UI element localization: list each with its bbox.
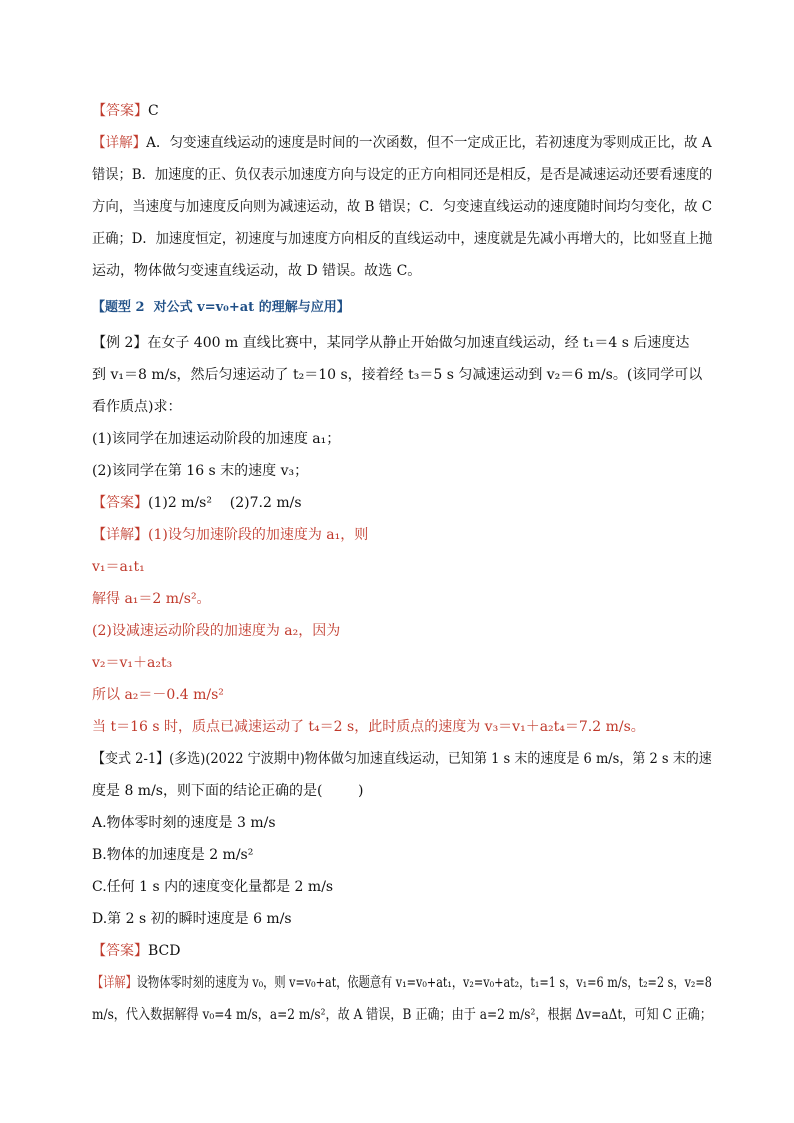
text-line xyxy=(92,229,712,249)
text-segment: 设物体零时刻的速度为 v₀，则 v=v₀+at，依题意有 v₁=v₀+at₁，v₂=v₀+at₂，t₁=1 s，v₁=6 m/s，t₂=2 s，v₂=8 xyxy=(136,975,712,991)
text-segment: (2)设减速运动阶段的加速度为 a₂，因为 xyxy=(92,623,341,639)
text-segment: A.物体零时刻的速度是 3 m/s xyxy=(92,815,276,831)
text-line xyxy=(92,653,172,673)
text-segment: m/s，代入数据解得 v₀=4 m/s，a=2 m/s²，故 A 错误，B 正确；由于 a=2 m/s²，根据 Δv=aΔt，可知 C 正确； xyxy=(92,1007,712,1023)
text-segment: 【变式 2-1】(多选)(2022 宁波期中)物体做匀加速直线运动，已知第 1 s 末的速度是 6 m/s，第 2 s 末的速 xyxy=(92,751,712,767)
text-line xyxy=(92,941,180,961)
text-segment: (1)设匀加速阶段的加速度为 a₁，则 xyxy=(148,527,369,543)
text-line xyxy=(92,685,224,705)
text-segment: 所以 a₂＝－0.4 m/s² xyxy=(92,687,224,703)
section-tag: 【答案】 xyxy=(92,103,148,119)
section-tag: 【详解】 xyxy=(92,975,137,991)
section-tag: 【答案】 xyxy=(92,943,148,959)
text-line xyxy=(92,749,712,769)
text-line xyxy=(92,397,181,417)
section-tag: 【详解】 xyxy=(92,527,148,543)
text-segment: D.第 2 s 初的瞬时速度是 6 m/s xyxy=(92,911,292,927)
text-segment: 正确；D．加速度恒定，初速度与加速度方向相反的直线运动中，速度就是先减小再增大的，比如竖直上抛 xyxy=(92,231,713,247)
text-line xyxy=(92,429,340,449)
text-line xyxy=(92,461,308,481)
section-heading: 【题型 2 对公式 v=v₀+at 的理解与应用】 xyxy=(92,300,350,315)
text-line xyxy=(92,781,364,801)
text-segment: 看作质点)求： xyxy=(92,399,182,415)
text-line xyxy=(92,621,340,641)
text-segment: BCD xyxy=(148,943,181,959)
text-line xyxy=(92,261,421,281)
text-line xyxy=(92,589,211,609)
text-line xyxy=(92,333,689,353)
text-segment: C xyxy=(148,103,159,119)
text-segment: (1)该同学在加速运动阶段的加速度 a₁； xyxy=(92,431,341,447)
text-segment: 运动，物体做匀变速直线运动，故 D 错误。故选 C。 xyxy=(92,263,422,279)
text-line xyxy=(92,845,253,865)
text-segment: (2)该同学在第 16 s 末的速度 v₃； xyxy=(92,463,309,479)
text-line xyxy=(92,813,276,833)
text-line xyxy=(92,557,145,577)
text-segment: 到 v₁＝8 m/s，然后匀速运动了 t₂＝10 s，接着经 t₃＝5 s 匀减速运动到 v₂＝6 m/s。(该同学可以 xyxy=(92,367,703,383)
text-segment: 方向，当速度与加速度反向则为减速运动，故 B 错误；C．匀变速直线运动的速度随时间均匀变化，故 C xyxy=(92,199,713,215)
text-line xyxy=(92,165,712,185)
text-segment: 【例 2】在女子 400 m 直线比赛中，某同学从静止开始做匀加速直线运动，经 t₁＝4 s 后速度达 xyxy=(92,335,690,351)
text-segment: v₁＝a₁t₁ xyxy=(92,559,145,575)
text-line xyxy=(92,197,712,217)
section-tag: 【答案】 xyxy=(92,495,148,511)
text-line xyxy=(92,909,292,929)
section-tag: 【详解】 xyxy=(92,135,147,151)
text-line xyxy=(92,973,712,993)
text-segment: v₂＝v₁＋a₂t₃ xyxy=(92,655,173,671)
text-line xyxy=(92,1005,712,1025)
text-line xyxy=(92,717,645,737)
text-line xyxy=(92,133,712,153)
text-segment: 解得 a₁＝2 m/s²。 xyxy=(92,591,211,607)
text-segment: C.任何 1 s 内的速度变化量都是 2 m/s xyxy=(92,879,334,895)
text-line xyxy=(92,525,368,545)
text-segment: (1)2 m/s² (2)7.2 m/s xyxy=(148,495,302,511)
text-line xyxy=(92,297,350,318)
text-line xyxy=(92,493,302,513)
text-segment: 度是 8 m/s，则下面的结论正确的是( ) xyxy=(92,783,364,799)
text-segment: B.物体的加速度是 2 m/s² xyxy=(92,847,254,863)
text-segment: 错误；B．加速度的正、负仅表示加速度方向与设定的正方向相同还是相反，是否是减速运动还要看速度的 xyxy=(92,167,713,183)
text-segment: 当 t＝16 s 时，质点已减速运动了 t₄＝2 s，此时质点的速度为 v₃＝v₁＋a₂t₄＝7.2 m/s。 xyxy=(92,719,645,735)
text-line xyxy=(92,877,333,897)
text-line xyxy=(92,101,159,121)
text-line xyxy=(92,365,702,385)
text-segment: A．匀变速直线运动的速度是时间的一次函数，但不一定成正比，若初速度为零则成正比，故 A xyxy=(146,135,712,151)
